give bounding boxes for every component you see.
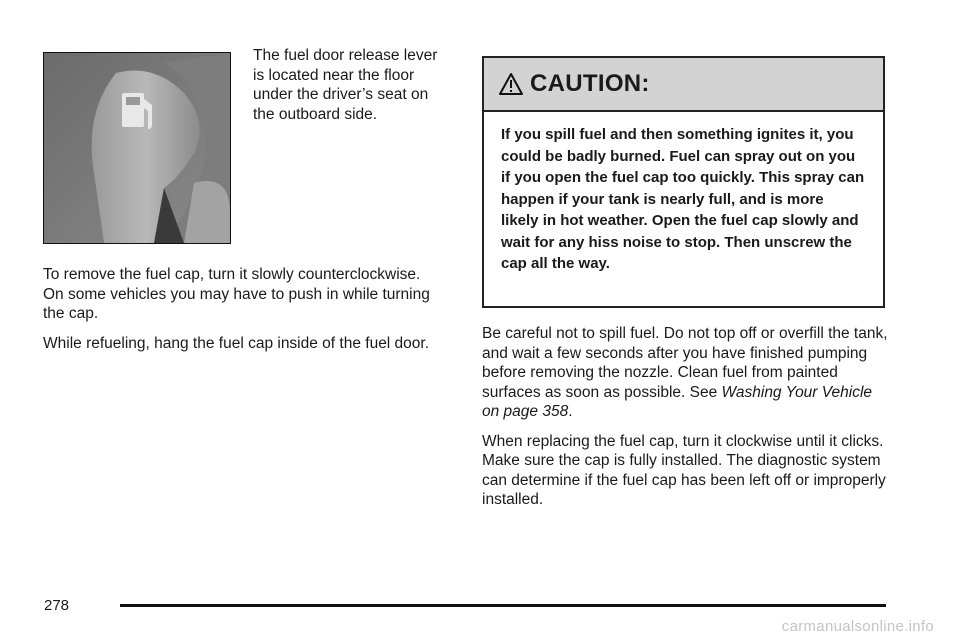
page-number: 278 (44, 597, 70, 614)
cross-reference-link[interactable]: Washing Your Vehicle on page 358 (482, 383, 873, 420)
paragraph-replace-cap: When replacing the fuel cap, turn it clockwise until it clicks. Make sure the cap is fully installed. The diagnostic system can determine if the fuel cap has been left off or improperly installed. (482, 432, 886, 508)
paragraph-refueling: While refueling, hang the fuel cap inside of the fuel door. (43, 334, 430, 352)
spill-text: Be careful not to spill fuel. Do not top off or overfill the tank, and wait a few seconds after you have finished pumping before removing the nozzle. Clean fuel from painted surfaces as soon as possible. See (482, 325, 888, 401)
caution-text: If you spill fuel and then something ignites it, you could be badly burned. Fuel can spray out on you if you open the fuel cap too quickly. This spray can happen if your tank is nearly full, and is more likely in hot weather. Open the fuel cap slowly and wait for any hiss noise to stop. Then unscrew the cap all the way. (501, 126, 865, 272)
spill-text-end: . (568, 403, 573, 420)
left-column (43, 265, 443, 363)
footer-rule (120, 604, 886, 607)
paragraph-spill (482, 324, 892, 422)
watermark: carmanualsonline.info (781, 618, 934, 635)
figure-caption: The fuel door release lever is located near the floor under the driver’s seat on the outboard side. (253, 47, 438, 123)
caution-title: CAUTION: (530, 70, 650, 97)
caution-header (484, 58, 883, 112)
paragraph-remove-cap: To remove the fuel cap, turn it slowly counterclockwise. On some vehicles you may have to push in while turning the cap. (43, 266, 430, 322)
warning-triangle-icon (498, 71, 524, 97)
fuel-door-release-photo (43, 52, 231, 244)
caution-box (482, 56, 885, 308)
fuel-lever-image (44, 53, 230, 243)
right-column (482, 324, 892, 520)
